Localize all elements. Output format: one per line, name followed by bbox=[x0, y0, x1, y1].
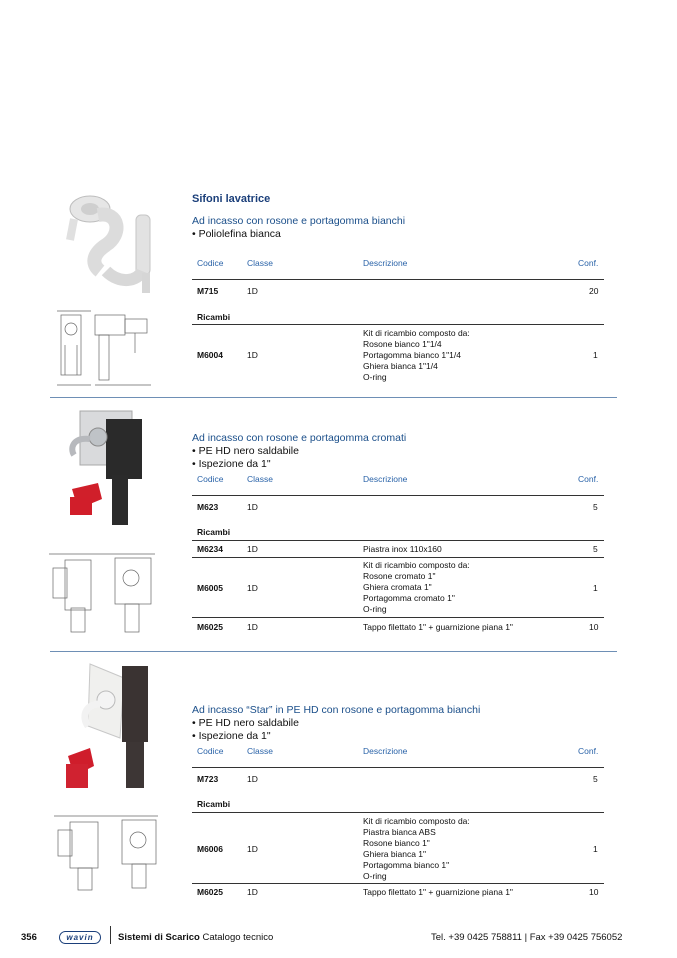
product-3-bullet: • PE HD nero saldabile bbox=[192, 717, 299, 729]
row-conf: 5 bbox=[593, 502, 598, 512]
row-code: M6025 bbox=[197, 622, 223, 632]
product-2-bullet: • PE HD nero saldabile bbox=[192, 445, 299, 457]
table-rule bbox=[192, 812, 604, 813]
row-code: M6006 bbox=[197, 844, 223, 854]
row-conf: 20 bbox=[589, 286, 599, 296]
row-code: M715 bbox=[197, 286, 219, 296]
catalog-name-rest: Catalogo tecnico bbox=[199, 932, 274, 943]
col-header-classe: Classe bbox=[247, 258, 273, 268]
row-conf: 5 bbox=[593, 774, 598, 784]
row-class: 1D bbox=[247, 544, 258, 554]
ricambi-label: Ricambi bbox=[197, 527, 231, 537]
row-description: Piastra inox 110x160 bbox=[363, 544, 442, 554]
product-1-drawing bbox=[55, 305, 160, 395]
section-title: Sifoni lavatrice bbox=[192, 193, 271, 205]
col-header-codice: Codice bbox=[197, 746, 224, 756]
product-2-subtitle: Ad incasso con rosone e portagomma cromati bbox=[192, 432, 407, 444]
row-class: 1D bbox=[247, 622, 258, 632]
table-rule bbox=[192, 540, 604, 541]
row-class: 1D bbox=[247, 583, 258, 593]
product-1-bullet: • Poliolefina bianca bbox=[192, 228, 281, 240]
row-conf: 1 bbox=[593, 350, 598, 360]
col-header-codice: Codice bbox=[197, 474, 224, 484]
row-class: 1D bbox=[247, 286, 258, 296]
row-class: 1D bbox=[247, 887, 258, 897]
row-class: 1D bbox=[247, 502, 258, 512]
row-code: M6004 bbox=[197, 350, 223, 360]
col-header-descrizione: Descrizione bbox=[363, 258, 408, 268]
col-header-descrizione: Descrizione bbox=[363, 474, 408, 484]
row-description: Kit di ricambio composto da: Rosone cromato 1" Ghiera cromata 1" Portagomma cromato 1" O-ring bbox=[363, 560, 470, 614]
col-header-codice: Codice bbox=[197, 258, 224, 268]
table-rule bbox=[192, 279, 604, 280]
col-header-classe: Classe bbox=[247, 746, 273, 756]
col-header-conf: Conf. bbox=[578, 474, 599, 484]
row-conf: 5 bbox=[593, 544, 598, 554]
page-number: 356 bbox=[21, 932, 37, 943]
row-code: M723 bbox=[197, 774, 219, 784]
product-3-photo bbox=[60, 660, 160, 805]
row-class: 1D bbox=[247, 774, 258, 784]
product-2-photo bbox=[62, 405, 157, 535]
ricambi-label: Ricambi bbox=[197, 312, 231, 322]
table-rule bbox=[192, 324, 604, 325]
row-code: M6234 bbox=[197, 544, 223, 554]
product-3-bullet: • Ispezione da 1" bbox=[192, 730, 271, 742]
row-description: Kit di ricambio composto da: Piastra bianca ABS Rosone bianco 1" Ghiera bianca 1" Portagomma bianco 1" O-ring bbox=[363, 816, 470, 881]
product-2-bullet: • Ispezione da 1" bbox=[192, 458, 271, 470]
table-rule bbox=[192, 495, 604, 496]
table-rule bbox=[192, 617, 604, 618]
row-description: Tappo filettato 1" + guarnizione piana 1" bbox=[363, 622, 513, 632]
col-header-descrizione: Descrizione bbox=[363, 746, 408, 756]
row-conf: 1 bbox=[593, 583, 598, 593]
row-description: Kit di ricambio composto da: Rosone bianco 1"1/4 Portagomma bianco 1"1/4 Ghiera bianca 1"1/4 O-ring bbox=[363, 328, 470, 382]
row-description: Tappo filettato 1" + guarnizione piana 1" bbox=[363, 887, 513, 897]
col-header-conf: Conf. bbox=[578, 258, 599, 268]
footer-divider bbox=[110, 926, 111, 944]
product-1-subtitle: Ad incasso con rosone e portagomma bianchi bbox=[192, 215, 406, 227]
section-divider bbox=[50, 397, 617, 398]
table-rule bbox=[192, 557, 604, 558]
section-divider bbox=[50, 651, 617, 652]
catalog-name-bold: Sistemi di Scarico bbox=[118, 932, 200, 943]
row-conf: 10 bbox=[589, 622, 599, 632]
wavin-logo: wavin bbox=[59, 931, 101, 944]
col-header-classe: Classe bbox=[247, 474, 273, 484]
catalog-name bbox=[118, 932, 273, 943]
product-1-photo bbox=[60, 185, 160, 300]
product-3-subtitle: Ad incasso “Star” in PE HD con rosone e portagomma bianchi bbox=[192, 704, 481, 716]
row-code: M623 bbox=[197, 502, 219, 512]
row-conf: 10 bbox=[589, 887, 599, 897]
ricambi-label: Ricambi bbox=[197, 799, 231, 809]
table-rule bbox=[192, 767, 604, 768]
row-class: 1D bbox=[247, 350, 258, 360]
contacts: Tel. +39 0425 758811 | Fax +39 0425 756052 bbox=[431, 932, 623, 943]
row-class: 1D bbox=[247, 844, 258, 854]
table-rule bbox=[192, 883, 604, 884]
col-header-conf: Conf. bbox=[578, 746, 599, 756]
row-code: M6005 bbox=[197, 583, 223, 593]
row-code: M6025 bbox=[197, 887, 223, 897]
product-3-drawing bbox=[50, 812, 160, 892]
product-2-drawing bbox=[45, 548, 160, 638]
row-conf: 1 bbox=[593, 844, 598, 854]
